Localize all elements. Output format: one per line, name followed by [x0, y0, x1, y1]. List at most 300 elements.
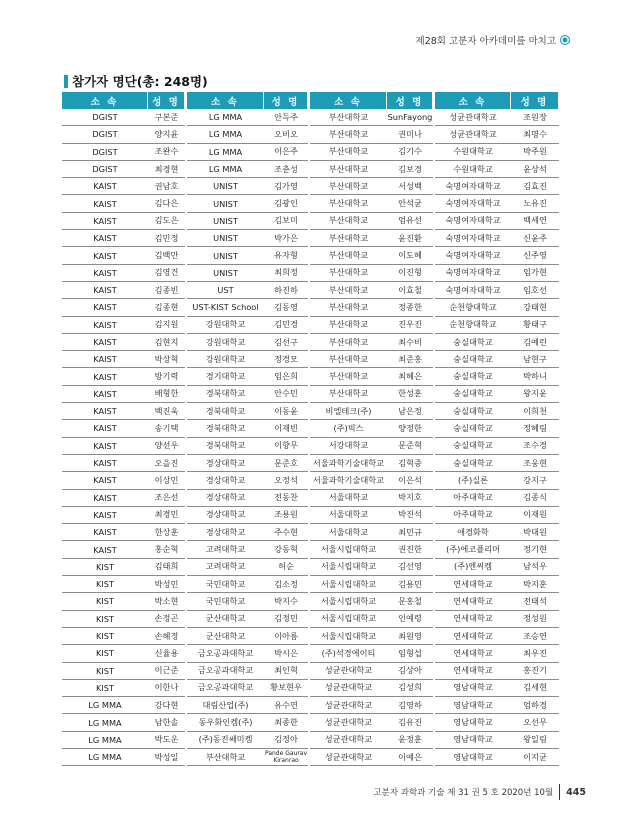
- affiliation-cell: 서울시립대학교: [310, 559, 387, 576]
- name-cell: 남은정: [387, 403, 433, 420]
- affiliation-cell: 부산대학교: [310, 351, 387, 368]
- affiliation-cell: KAIST: [62, 541, 148, 558]
- affiliation-cell: KAIST: [62, 507, 148, 524]
- name-cell: 남현구: [511, 351, 559, 368]
- name-cell: 김기수: [387, 144, 433, 161]
- affiliation-cell: 수원대학교: [435, 161, 511, 178]
- name-cell: 김태희: [148, 559, 185, 576]
- affiliation-cell: 경상대학교: [187, 507, 264, 524]
- affiliation-cell: KIST: [62, 628, 148, 645]
- name-cell: 배형한: [148, 386, 185, 403]
- name-cell: 김종빈: [148, 282, 185, 299]
- table-row: [62, 230, 559, 247]
- name-cell: 임형섭: [387, 645, 433, 662]
- name-cell: 김예린: [511, 334, 559, 351]
- table-row: [62, 663, 559, 680]
- name-cell: 이동윤: [264, 403, 308, 420]
- name-cell: 오비오: [264, 126, 308, 143]
- affiliation-cell: LG MMA: [62, 714, 148, 731]
- table-row: [62, 541, 559, 558]
- table-row: [62, 368, 559, 385]
- affiliation-cell: 강원대학교: [187, 317, 264, 334]
- affiliation-cell: 숙명여자대학교: [435, 178, 511, 195]
- name-cell: 하진하: [264, 282, 308, 299]
- name-cell: 진우진: [387, 317, 433, 334]
- table-row: [62, 593, 559, 610]
- affiliation-cell: 순천향대학교: [435, 299, 511, 316]
- footer-divider: [559, 784, 560, 800]
- name-cell: 이진형: [387, 265, 433, 282]
- affiliation-cell: 부산대학교: [310, 161, 387, 178]
- name-cell: 문홍철: [387, 593, 433, 610]
- affiliation-cell: 영남대학교: [435, 732, 511, 749]
- affiliation-cell: 숭실대학교: [435, 334, 511, 351]
- affiliation-cell: 성균관대학교: [435, 126, 511, 143]
- name-cell: 최종한: [264, 714, 308, 731]
- table-row: [62, 299, 559, 316]
- affiliation-cell: (주)에코플리머: [435, 541, 511, 558]
- name-cell: 구본준: [148, 109, 185, 126]
- affiliation-cell: KAIST: [62, 420, 148, 437]
- table-row: [62, 576, 559, 593]
- table-row: [62, 507, 559, 524]
- affiliation-cell: KIST: [62, 576, 148, 593]
- name-cell: 윤상석: [511, 161, 559, 178]
- name-cell: 노유진: [511, 195, 559, 212]
- affiliation-cell: 경북대학교: [187, 386, 264, 403]
- table-row: [62, 611, 559, 628]
- affiliation-cell: 연세대학교: [435, 611, 511, 628]
- running-head: [416, 33, 570, 47]
- name-cell: 이상민: [148, 472, 185, 489]
- section-title-text: 참가자 명단(총: 248명): [72, 74, 208, 89]
- name-cell: 박지호: [387, 490, 433, 507]
- table-row: [62, 645, 559, 662]
- affiliation-cell: KAIST: [62, 386, 148, 403]
- affiliation-cell: 숭실대학교: [435, 403, 511, 420]
- affiliation-cell: 부산대학교: [310, 126, 387, 143]
- affiliation-cell: 부산대학교: [310, 144, 387, 161]
- table-row: [62, 524, 559, 541]
- table-row: [62, 403, 559, 420]
- affiliation-cell: 숙명여자대학교: [435, 265, 511, 282]
- name-cell: 문준호: [264, 455, 308, 472]
- name-cell: 황태구: [511, 317, 559, 334]
- name-cell: 손정곤: [148, 611, 185, 628]
- affiliation-cell: 금오공과대학교: [187, 663, 264, 680]
- name-cell: 임은희: [264, 368, 308, 385]
- name-cell: 엄하경: [511, 697, 559, 714]
- affiliation-cell: 연세대학교: [435, 628, 511, 645]
- affiliation-cell: 연세대학교: [435, 645, 511, 662]
- name-cell: 김정아: [264, 732, 308, 749]
- affiliation-cell: 국민대학교: [187, 593, 264, 610]
- name-cell: 남석우: [511, 559, 559, 576]
- header-affiliation: 소 속: [187, 92, 264, 109]
- affiliation-cell: KIST: [62, 593, 148, 610]
- affiliation-cell: 성균관대학교: [310, 732, 387, 749]
- name-cell: 김가영: [264, 178, 308, 195]
- name-cell: 박도운: [148, 732, 185, 749]
- table-row: [62, 455, 559, 472]
- name-cell: 정종한: [387, 299, 433, 316]
- table-row: [62, 195, 559, 212]
- affiliation-cell: 경상대학교: [187, 524, 264, 541]
- affiliation-cell: 부산대학교: [310, 195, 387, 212]
- affiliation-cell: KAIST: [62, 472, 148, 489]
- name-cell: 김민경: [264, 317, 308, 334]
- affiliation-cell: 경북대학교: [187, 438, 264, 455]
- affiliation-cell: UST-KIST School: [187, 299, 264, 316]
- name-cell: 박하니: [511, 368, 559, 385]
- table-row: [62, 697, 559, 714]
- header-affiliation: 소 속: [62, 92, 148, 109]
- affiliation-cell: 국민대학교: [187, 576, 264, 593]
- name-cell: 김도은: [148, 213, 185, 230]
- affiliation-cell: 서울시립대학교: [310, 611, 387, 628]
- affiliation-cell: 숭실대학교: [435, 386, 511, 403]
- affiliation-cell: KAIST: [62, 213, 148, 230]
- affiliation-cell: 숙명여자대학교: [435, 282, 511, 299]
- name-cell: 김보미: [264, 213, 308, 230]
- affiliation-cell: (주)실론: [435, 472, 511, 489]
- name-cell: 백세연: [511, 213, 559, 230]
- name-cell: 강동혁: [264, 541, 308, 558]
- name-cell: 조완수: [148, 144, 185, 161]
- name-cell: 김동영: [264, 299, 308, 316]
- affiliation-cell: KAIST: [62, 490, 148, 507]
- affiliation-cell: 부산대학교: [310, 282, 387, 299]
- affiliation-cell: DGIST: [62, 161, 148, 178]
- affiliation-cell: 영남대학교: [435, 714, 511, 731]
- table-row: [62, 161, 559, 178]
- affiliation-cell: KIST: [62, 663, 148, 680]
- affiliation-cell: 성균관대학교: [310, 663, 387, 680]
- name-cell: 최경현: [148, 161, 185, 178]
- table-row: [62, 420, 559, 437]
- affiliation-cell: KAIST: [62, 403, 148, 420]
- name-cell: 김종현: [148, 299, 185, 316]
- affiliation-cell: 애경화학: [435, 524, 511, 541]
- name-cell: 최인혁: [264, 663, 308, 680]
- affiliation-cell: LG MMA: [62, 697, 148, 714]
- affiliation-cell: 서강대학교: [310, 438, 387, 455]
- name-cell: 박가은: [264, 230, 308, 247]
- name-cell: 권미나: [387, 126, 433, 143]
- name-cell: 김성희: [387, 680, 433, 697]
- name-cell: 허순: [264, 559, 308, 576]
- name-cell: 김선구: [264, 334, 308, 351]
- name-cell: 김정민: [264, 611, 308, 628]
- name-cell: 정경모: [264, 351, 308, 368]
- name-cell: 윤정훈: [387, 732, 433, 749]
- name-cell: 최혜은: [387, 368, 433, 385]
- name-cell: 강태현: [511, 299, 559, 316]
- affiliation-cell: 영남대학교: [435, 697, 511, 714]
- affiliation-cell: 부산대학교: [310, 247, 387, 264]
- participant-table: [62, 92, 559, 766]
- name-cell: 안득주: [264, 109, 308, 126]
- name-cell: 김지원: [148, 317, 185, 334]
- affiliation-cell: KAIST: [62, 455, 148, 472]
- name-cell: 안수민: [264, 386, 308, 403]
- name-cell: 김민정: [148, 230, 185, 247]
- affiliation-cell: 서울대학교: [310, 490, 387, 507]
- affiliation-cell: 부산대학교: [310, 368, 387, 385]
- name-cell: 최준홍: [387, 351, 433, 368]
- name-cell: 안석균: [387, 195, 433, 212]
- affiliation-cell: 서울대학교: [310, 524, 387, 541]
- affiliation-cell: KIST: [62, 559, 148, 576]
- affiliation-cell: 영남대학교: [435, 749, 511, 766]
- affiliation-cell: KAIST: [62, 299, 148, 316]
- affiliation-cell: (주)석경에이티: [310, 645, 387, 662]
- name-cell: 최우진: [511, 645, 559, 662]
- name-cell: 오을진: [148, 455, 185, 472]
- name-cell: 윤진환: [387, 230, 433, 247]
- name-cell: 왕지윤: [511, 386, 559, 403]
- name-cell: 최경민: [148, 507, 185, 524]
- name-cell: 신율용: [148, 645, 185, 662]
- name-cell: SunFayong: [387, 109, 433, 126]
- name-cell: 주수현: [264, 524, 308, 541]
- table-row: [62, 680, 559, 697]
- name-cell: 오정석: [264, 472, 308, 489]
- table-row: [62, 144, 559, 161]
- name-cell: 이도혜: [387, 247, 433, 264]
- affiliation-cell: 동우화인켐(주): [187, 714, 264, 731]
- name-cell: 이예은: [387, 749, 433, 766]
- affiliation-cell: 군산대학교: [187, 611, 264, 628]
- name-cell: 왕일림: [511, 732, 559, 749]
- section-title: [64, 72, 208, 90]
- name-cell: 최수비: [387, 334, 433, 351]
- name-cell: 황보현우: [264, 680, 308, 697]
- name-cell: 방기력: [148, 368, 185, 385]
- page-footer: [373, 784, 586, 800]
- affiliation-cell: 고려대학교: [187, 541, 264, 558]
- affiliation-cell: 금오공과대학교: [187, 645, 264, 662]
- name-cell: 박상혁: [148, 351, 185, 368]
- table-row: [62, 749, 559, 766]
- name-cell: 이아름: [264, 628, 308, 645]
- affiliation-cell: 경기대학교: [187, 368, 264, 385]
- name-cell: 이한나: [148, 680, 185, 697]
- name-cell: 권진한: [387, 541, 433, 558]
- name-cell: 권남호: [148, 178, 185, 195]
- header-affiliation: 소 속: [435, 92, 511, 109]
- affiliation-cell: 서울과학기술대학교: [310, 472, 387, 489]
- name-cell: 이희천: [511, 403, 559, 420]
- name-cell: 유수연: [264, 697, 308, 714]
- affiliation-cell: 연세대학교: [435, 663, 511, 680]
- table-header-row: [62, 92, 559, 109]
- affiliation-cell: UNIST: [187, 195, 264, 212]
- affiliation-cell: 부산대학교: [310, 213, 387, 230]
- name-cell: 박성일: [148, 749, 185, 766]
- affiliation-cell: UST: [187, 282, 264, 299]
- table-row: [62, 126, 559, 143]
- name-cell: 이은주: [264, 144, 308, 161]
- affiliation-cell: KAIST: [62, 265, 148, 282]
- name-cell: 이지균: [511, 749, 559, 766]
- page-number: 445: [566, 786, 586, 798]
- name-cell: 조원장: [511, 109, 559, 126]
- table-row: [62, 490, 559, 507]
- name-cell: 홍순혁: [148, 541, 185, 558]
- affiliation-cell: 경상대학교: [187, 472, 264, 489]
- name-cell: 박지훈: [511, 576, 559, 593]
- title-bar-marker: [64, 75, 68, 88]
- affiliation-cell: 숭실대학교: [435, 455, 511, 472]
- table-row: [62, 732, 559, 749]
- affiliation-cell: 부산대학교: [187, 749, 264, 766]
- affiliation-cell: 경북대학교: [187, 420, 264, 437]
- affiliation-cell: 아주대학교: [435, 507, 511, 524]
- name-cell: 이은석: [387, 472, 433, 489]
- name-cell: 김상아: [387, 663, 433, 680]
- name-cell: 김백만: [148, 247, 185, 264]
- name-cell: 최민규: [387, 524, 433, 541]
- affiliation-cell: 숙명여자대학교: [435, 195, 511, 212]
- affiliation-cell: 숭실대학교: [435, 438, 511, 455]
- name-cell: 최원영: [387, 628, 433, 645]
- name-cell: 김영건: [148, 265, 185, 282]
- affiliation-cell: 숙명여자대학교: [435, 230, 511, 247]
- table-row: [62, 386, 559, 403]
- affiliation-cell: KAIST: [62, 334, 148, 351]
- affiliation-cell: 성균관대학교: [310, 680, 387, 697]
- affiliation-cell: UNIST: [187, 247, 264, 264]
- name-cell: 박진석: [387, 507, 433, 524]
- table-row: [62, 178, 559, 195]
- affiliation-cell: UNIST: [187, 178, 264, 195]
- name-cell: 박시은: [264, 645, 308, 662]
- header-name: 성 명: [148, 92, 185, 109]
- affiliation-cell: KAIST: [62, 438, 148, 455]
- affiliation-cell: 부산대학교: [310, 109, 387, 126]
- name-cell: 송기택: [148, 420, 185, 437]
- affiliation-cell: 순천향대학교: [435, 317, 511, 334]
- name-cell: 박지수: [264, 593, 308, 610]
- name-cell: Pande Gaurav Kiranrao: [264, 749, 308, 766]
- name-cell: 홍진기: [511, 663, 559, 680]
- name-cell: 김보경: [387, 161, 433, 178]
- table-row: [62, 714, 559, 731]
- affiliation-cell: 아주대학교: [435, 490, 511, 507]
- name-cell: 오선무: [511, 714, 559, 731]
- affiliation-cell: 서울시립대학교: [310, 628, 387, 645]
- affiliation-cell: 서울시립대학교: [310, 593, 387, 610]
- name-cell: 조용원: [264, 507, 308, 524]
- name-cell: 박대원: [511, 524, 559, 541]
- table-row: [62, 334, 559, 351]
- affiliation-cell: 고려대학교: [187, 559, 264, 576]
- affiliation-cell: 서울과학기술대학교: [310, 455, 387, 472]
- affiliation-cell: LG MMA: [187, 109, 264, 126]
- affiliation-cell: KIST: [62, 645, 148, 662]
- name-cell: 최희정: [264, 265, 308, 282]
- affiliation-cell: UNIST: [187, 265, 264, 282]
- affiliation-cell: KAIST: [62, 247, 148, 264]
- affiliation-cell: (주)빅스: [310, 420, 387, 437]
- name-cell: 신윤주: [511, 230, 559, 247]
- header-name: 성 명: [264, 92, 308, 109]
- name-cell: 조춘성: [264, 161, 308, 178]
- name-cell: 양선우: [148, 438, 185, 455]
- affiliation-cell: KAIST: [62, 368, 148, 385]
- name-cell: 김선영: [387, 559, 433, 576]
- affiliation-cell: DGIST: [62, 126, 148, 143]
- name-cell: 한성훈: [387, 386, 433, 403]
- affiliation-cell: 강원대학교: [187, 334, 264, 351]
- table-row: [62, 628, 559, 645]
- affiliation-cell: 비엘테크(주): [310, 403, 387, 420]
- affiliation-cell: DGIST: [62, 109, 148, 126]
- name-cell: 김현지: [148, 334, 185, 351]
- affiliation-cell: 서울시립대학교: [310, 541, 387, 558]
- name-cell: 양정한: [387, 420, 433, 437]
- table-row: [62, 351, 559, 368]
- affiliation-cell: 숭실대학교: [435, 351, 511, 368]
- affiliation-cell: UNIST: [187, 230, 264, 247]
- affiliation-cell: 부산대학교: [310, 386, 387, 403]
- name-cell: 강다현: [148, 697, 185, 714]
- affiliation-cell: 연세대학교: [435, 576, 511, 593]
- affiliation-cell: DGIST: [62, 144, 148, 161]
- name-cell: 정기현: [511, 541, 559, 558]
- name-cell: 남한솔: [148, 714, 185, 731]
- name-cell: 정혜림: [511, 420, 559, 437]
- name-cell: 김혁중: [387, 455, 433, 472]
- name-cell: 김세현: [511, 680, 559, 697]
- table-row: [62, 472, 559, 489]
- header-name: 성 명: [511, 92, 559, 109]
- name-cell: 임호선: [511, 282, 559, 299]
- affiliation-cell: KAIST: [62, 282, 148, 299]
- affiliation-cell: 성균관대학교: [310, 697, 387, 714]
- affiliation-cell: (주)엔씨켐: [435, 559, 511, 576]
- affiliation-cell: 부산대학교: [310, 299, 387, 316]
- name-cell: 김다은: [148, 195, 185, 212]
- header-name: 성 명: [387, 92, 433, 109]
- name-cell: 신주영: [511, 247, 559, 264]
- name-cell: 임가현: [511, 265, 559, 282]
- name-cell: 한상훈: [148, 524, 185, 541]
- affiliation-cell: LG MMA: [187, 144, 264, 161]
- affiliation-cell: 부산대학교: [310, 230, 387, 247]
- affiliation-cell: 부산대학교: [310, 317, 387, 334]
- name-cell: 이재원: [511, 507, 559, 524]
- affiliation-cell: 숙명여자대학교: [435, 247, 511, 264]
- name-cell: 박소현: [148, 593, 185, 610]
- name-cell: 이향무: [264, 438, 308, 455]
- name-cell: 조은선: [148, 490, 185, 507]
- name-cell: 이재빈: [264, 420, 308, 437]
- affiliation-cell: KAIST: [62, 230, 148, 247]
- affiliation-cell: 영남대학교: [435, 680, 511, 697]
- affiliation-cell: KIST: [62, 680, 148, 697]
- affiliation-cell: LG MMA: [62, 732, 148, 749]
- table-row: [62, 247, 559, 264]
- affiliation-cell: 부산대학교: [310, 265, 387, 282]
- name-cell: 조웅현: [511, 455, 559, 472]
- name-cell: 문준혁: [387, 438, 433, 455]
- affiliation-cell: 성균관대학교: [435, 109, 511, 126]
- name-cell: 강지구: [511, 472, 559, 489]
- name-cell: 김용민: [387, 576, 433, 593]
- circle-bullet-icon: [560, 35, 570, 45]
